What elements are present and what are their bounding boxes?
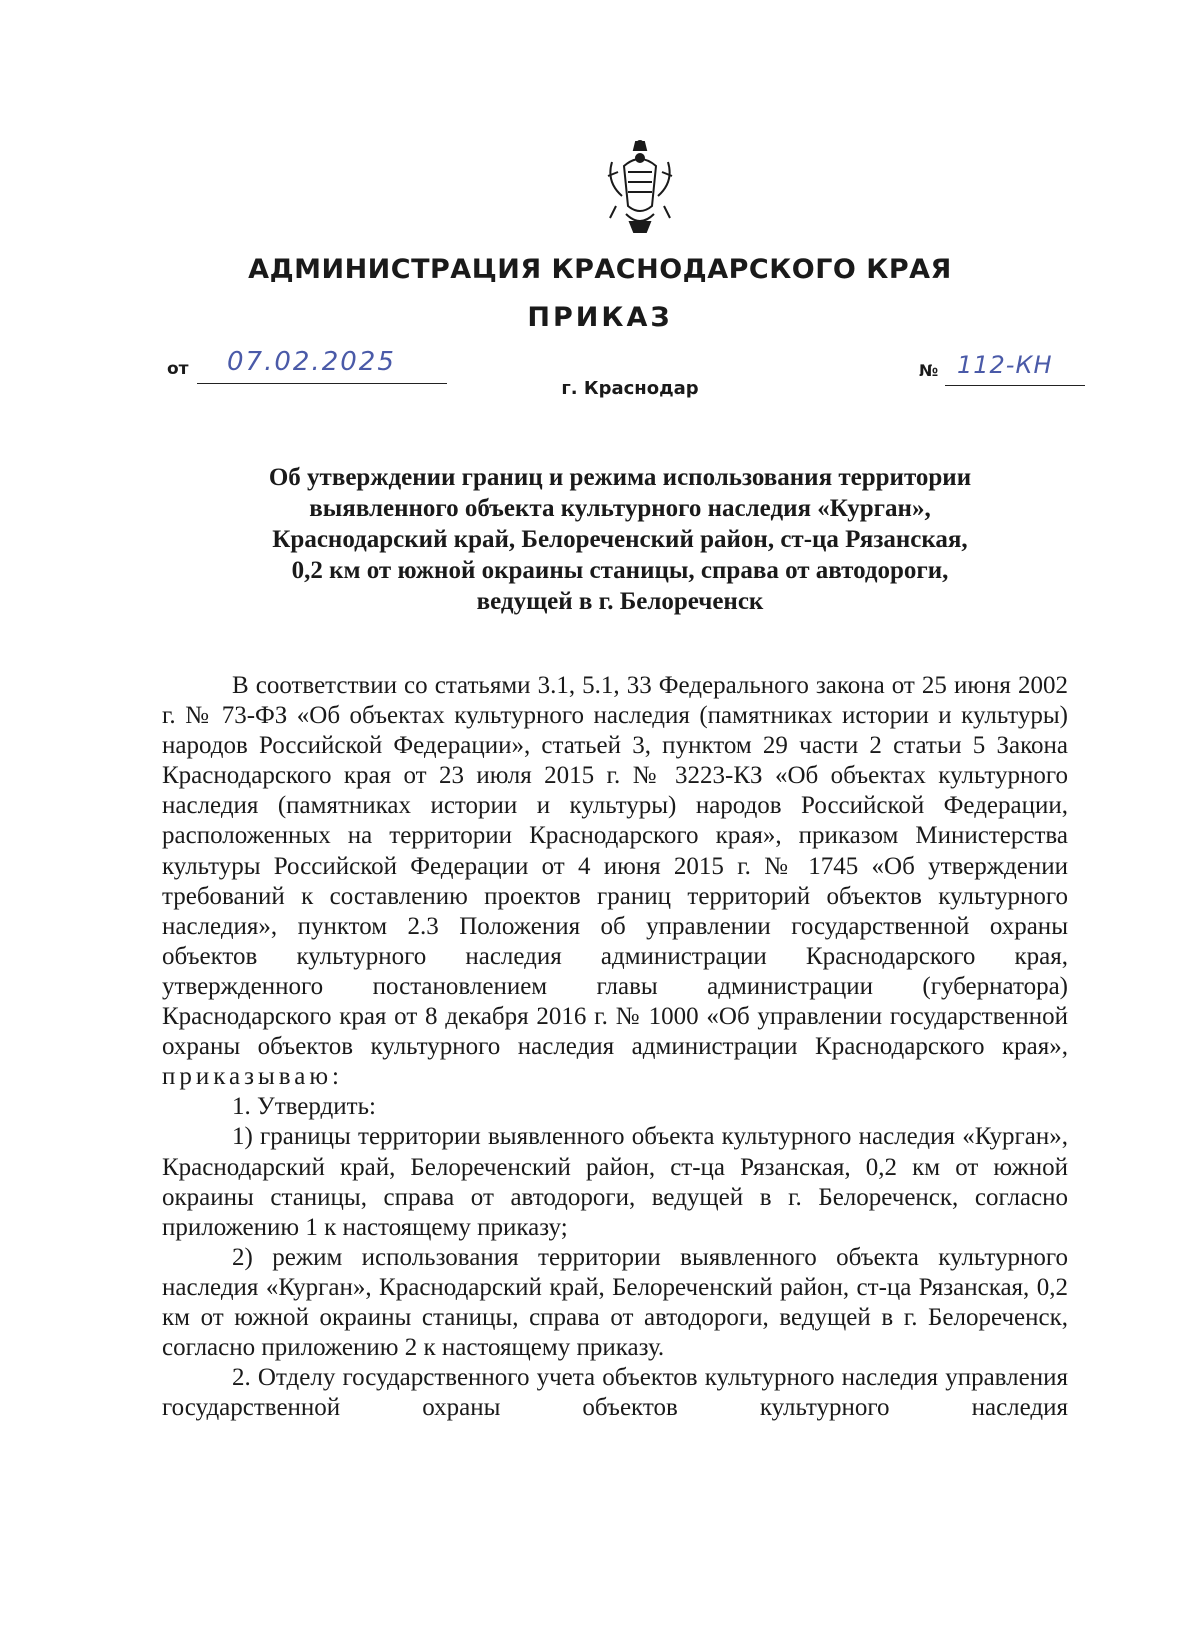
number-label: № (919, 361, 939, 380)
heading-line: 0,2 км от южной окраины станицы, справа от автодороги, (291, 557, 949, 584)
heading-line: ведущей в г. Белореченск (476, 588, 764, 615)
document-heading (180, 462, 1060, 617)
document-type: ПРИКАЗ (527, 302, 673, 333)
organization-title: АДМИНИСТРАЦИЯ КРАСНОДАРСКОГО КРАЯ (248, 254, 952, 285)
preamble-paragraph: В соответствии со статьями 3.1, 5.1, 33 Федерального закона от 25 июня 2002 г. № 73-ФЗ «Об объектах культурного наследия (памятниках истории и культуры) народов Российской Федерации», статьей 3, пунктом 29 части 2 статьи 5 Закона Краснодарского края от 23 июля 2015 г. № 3223-КЗ «Об объектах культурного наследия (памятниках истории и культуры) народов Российской Федерации, расположенных на территории Краснодарского края», приказом Министерства культуры Российской Федерации от 4 июня 2015 г. № 1745 «Об утверждении требований к составлению проектов границ территорий объектов культурного наследия», пунктом 2.3 Положения об управлении государственной охраны объектов культурного наследия администрации Краснодарского края, утвержденного постановлением главы администрации (губернатора) Краснодарского края от 8 декабря 2016 г. № 1000 «Об управлении государственной охраны объектов культурного наследия администрации Краснодарского края», (162, 672, 1068, 1061)
item-2: 2. Отделу государственного учета объектов культурного наследия управления государственной охраны объектов культурного наследия (162, 1364, 1068, 1422)
date-handwritten: 07.02.2025 (227, 347, 396, 377)
number-handwritten: 112-КН (957, 351, 1053, 379)
item-1-subitem-1: 1) границы территории выявленного объекта культурного наследия «Курган», Краснодарский край, Белореченский район, ст-ца Рязанская, 0,2 км от южной окраины станицы, справа от автодороги, ведущей в г. Белореченск, согласно приложению 1 к настоящему приказу; (162, 1123, 1068, 1241)
heading-line: Краснодарский край, Белореченский район, ст-ца Рязанская, (272, 526, 968, 553)
heading-line: выявленного объекта культурного наследия «Курган», (309, 495, 931, 522)
date-label: от (167, 359, 189, 379)
document-body (162, 671, 1068, 1423)
item-1-subitem-2: 2) режим использования территории выявленного объекта культурного наследия «Курган», Краснодарский край, Белореченский район, ст-ца Рязанская, 0,2 км от южной окраины станицы, справа от автодороги, ведущей в г. Белореченск, согласно приложению 2 к настоящему приказу. (162, 1243, 1068, 1362)
item-1: 1. Утвердить: (232, 1093, 376, 1121)
order-word: приказываю: (162, 1063, 343, 1091)
coat-of-arms-icon (604, 136, 676, 236)
city-name: г. Краснодар (561, 378, 699, 399)
heading-line: Об утверждении границ и режима использования территории (268, 464, 972, 491)
